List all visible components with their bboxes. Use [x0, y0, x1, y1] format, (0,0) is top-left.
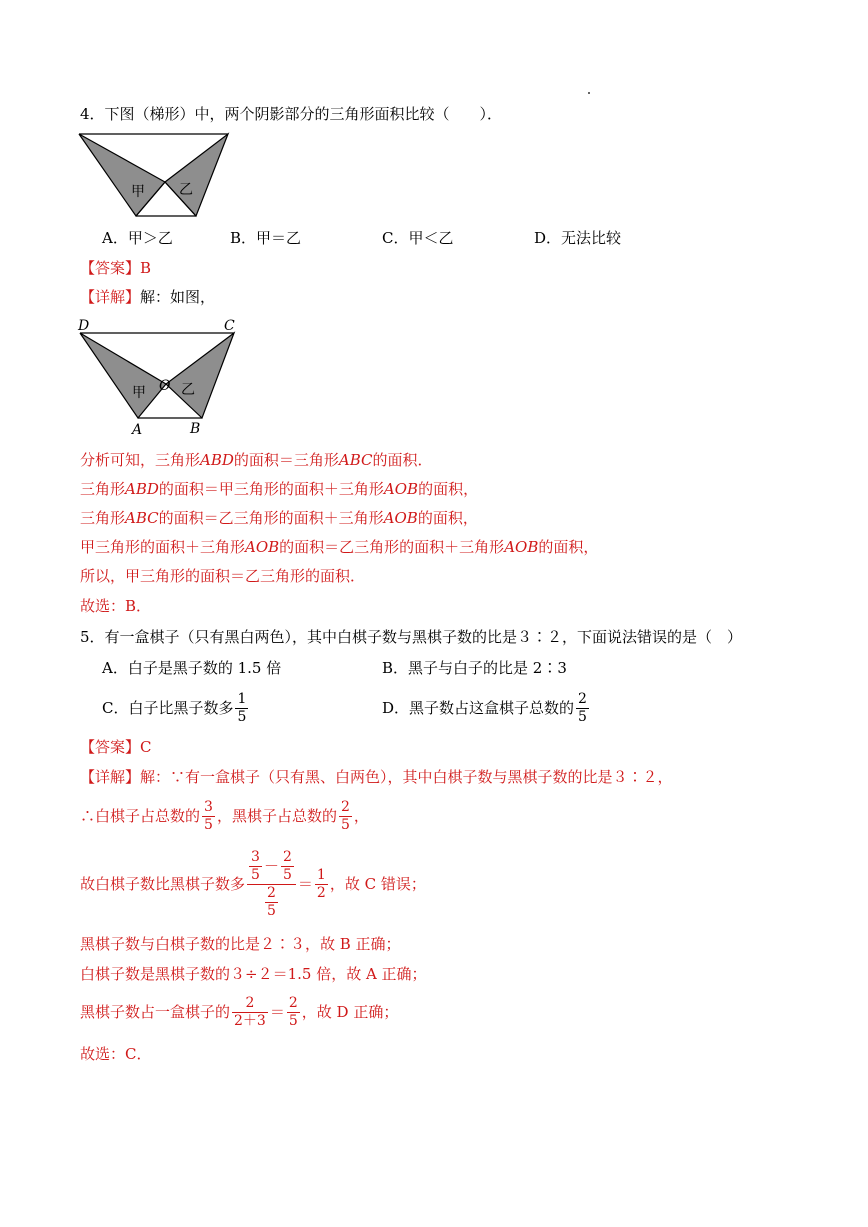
trapezoid-figure-2: [76, 316, 242, 438]
q4-option-c: C．甲＜乙: [382, 229, 454, 247]
vertex-C: C: [224, 318, 235, 334]
q4-line-4: 甲三角形的面积＋三角形AOB的面积＝乙三角形的面积＋三角形AOB的面积，: [80, 538, 599, 556]
vertex-O: O: [159, 378, 171, 394]
q5-line-1: ∴白棋子占总数的 $\frac{3}{5}$ ，黑棋子占总数的 $\frac{2}{5}$ ，: [80, 798, 369, 833]
q5-detail: 【详解】解：∵有一盒棋子（只有黑、白两色），其中白棋子数与黑棋子数的比是３∶２，: [80, 768, 673, 786]
q4-option-d: D．无法比较: [534, 229, 622, 247]
shaded-triangle-yi-2: [166, 333, 234, 418]
shaded-triangle-jia-2: [80, 333, 166, 418]
q5-option-b: B．黑子与白子的比是 2∶3: [382, 659, 567, 677]
trapezoid-figure-1: [78, 132, 230, 220]
q4-detail-intro: 【详解】解：如图，: [80, 288, 216, 306]
q4-line-3: 三角形ABC的面积＝乙三角形的面积＋三角形AOB的面积，: [80, 509, 478, 527]
vertex-A: A: [132, 422, 143, 438]
label-yi-2: 乙: [181, 382, 195, 398]
q5-line-2: 故白棋子数比黑棋子数多 $\frac{3}{5}$ － $\frac{2}{5}$ $\frac{2}{5}$ ＝ $\frac{1}{2}$ ，故 C 错误；: [80, 848, 426, 919]
q4-line-2: 三角形ABD的面积＝甲三角形的面积＋三角形AOB的面积，: [80, 480, 479, 498]
q5-line-3: 黑棋子数与白棋子数的比是２∶３，故 B 正确；: [80, 935, 401, 953]
q4-answer: 【答案】B: [80, 259, 152, 277]
q4-option-b: B．甲＝乙: [230, 229, 302, 247]
label-jia: 甲: [131, 184, 145, 200]
vertex-D: D: [78, 318, 90, 334]
q5-option-a: A．白子是黑子数的 1.5 倍: [102, 659, 282, 677]
q5-line-4: 白棋子数是黑棋子数的３÷２＝1.5 倍，故 A 正确；: [80, 965, 427, 983]
shaded-triangle-yi: [165, 134, 228, 216]
label-yi: 乙: [179, 182, 193, 198]
q5-answer: 【答案】C: [80, 738, 152, 756]
q5-line-6: 故选：C．: [80, 1045, 152, 1063]
page-mark: [588, 92, 590, 94]
q4-line-5: 所以，甲三角形的面积＝乙三角形的面积．: [80, 567, 366, 585]
q4-stem: 4．下图（梯形）中，两个阴影部分的三角形面积比较（ ）．: [80, 105, 503, 123]
q5-option-c: C．白子比黑子数多 $\frac{1}{5}$: [102, 690, 247, 725]
label-jia-2: 甲: [132, 385, 146, 401]
shaded-triangle-jia: [79, 134, 165, 216]
q4-line-6: 故选：B．: [80, 597, 152, 615]
q5-option-d: D．黑子数占这盒棋子总数的 $\frac{2}{5}$: [382, 690, 587, 725]
q4-line-1: 分析可知，三角形ABD的面积＝三角形ABC的面积．: [80, 451, 433, 469]
vertex-B: B: [190, 421, 201, 437]
q4-option-a: A．甲＞乙: [102, 229, 173, 247]
q5-stem: 5．有一盒棋子（只有黑白两色），其中白棋子数与黑棋子数的比是３∶２，下面说法错误的是（ ）: [80, 628, 743, 646]
q5-line-5: 黑棋子数占一盒棋子的 $\frac{2}{2+3}$ ＝ $\frac{2}{5}$ ，故 D 正确；: [80, 994, 399, 1029]
